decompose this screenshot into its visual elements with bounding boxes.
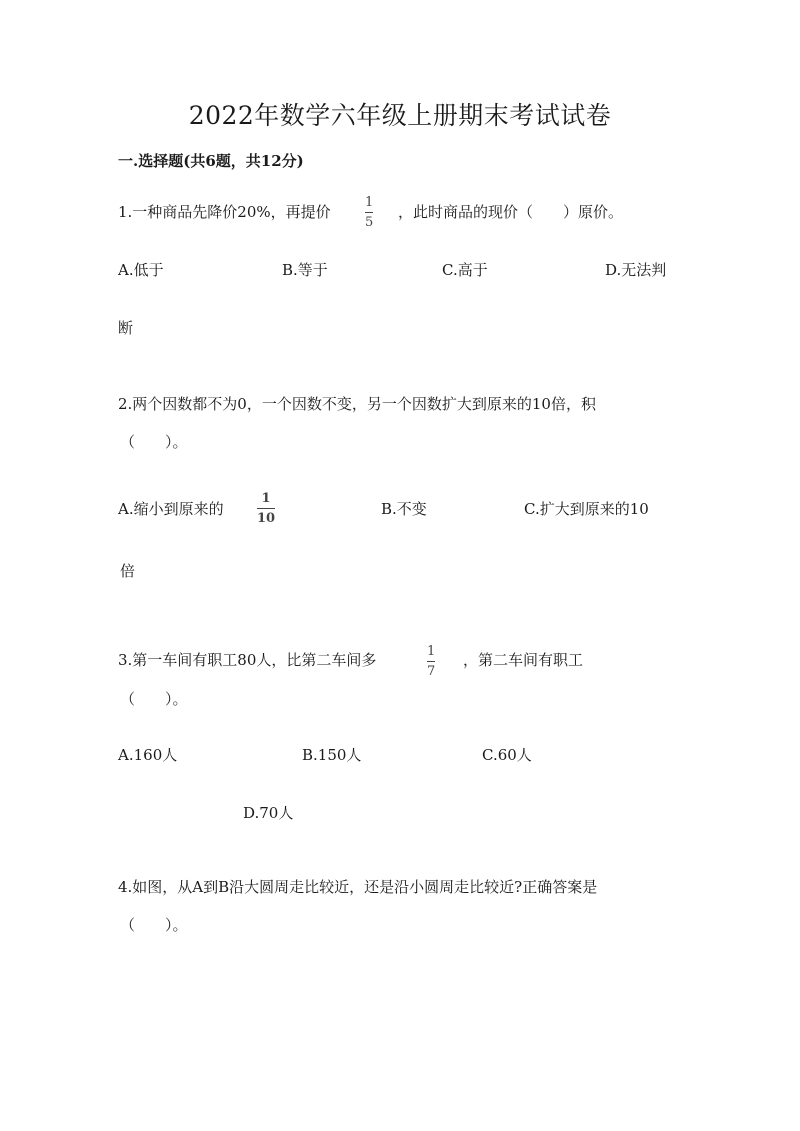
fraction-denominator: 7 <box>427 664 436 679</box>
question-4-stem-line-1: 4.如图，从A到B沿大圆周走比较近，还是沿小圆周走比较近?正确答案是 <box>118 878 598 896</box>
question-1-option-d-wrap: 断 <box>118 319 134 337</box>
question-3-stem-a: 3.第一车间有职工80人，比第二车间多 <box>118 651 377 669</box>
question-2-option-c[interactable]: C.扩大到原来的10 <box>524 500 649 518</box>
question-3-option-a[interactable]: A.160人 <box>118 746 178 764</box>
question-3-fraction <box>427 645 435 679</box>
question-2-option-a[interactable]: A.缩小到原来的 <box>118 500 224 518</box>
fraction-bar <box>427 661 435 662</box>
question-2-stem-line-1: 2.两个因数都不为0，一个因数不变，另一个因数扩大到原来的10倍，积 <box>118 395 596 413</box>
question-1-stem-b: ，此时商品的现价（ ）原价。 <box>398 203 624 221</box>
fraction-denominator: 5 <box>365 215 374 230</box>
fraction-bar <box>365 212 373 213</box>
fraction-numerator: 1 <box>365 195 374 210</box>
question-2-fraction <box>257 492 275 526</box>
question-1-option-c[interactable]: C.高于 <box>442 261 488 279</box>
question-3-option-c[interactable]: C.60人 <box>482 746 532 764</box>
question-2-stem-line-2: （ ）。 <box>120 433 188 451</box>
question-1-option-d[interactable]: D.无法判 <box>605 261 667 279</box>
section-heading: 一.选择题(共6题，共12分) <box>118 152 304 170</box>
question-2-option-c-wrap: 倍 <box>120 562 136 580</box>
fraction-numerator: 1 <box>261 491 271 506</box>
fraction-bar <box>257 508 275 509</box>
question-1-fraction <box>365 196 373 230</box>
question-3-option-b[interactable]: B.150人 <box>302 746 362 764</box>
question-3-stem-b: ，第二车间有职工 <box>463 651 584 669</box>
question-2-option-b[interactable]: B.不变 <box>381 500 427 518</box>
question-3-stem-line-2: （ ）。 <box>120 690 188 708</box>
fraction-denominator: 10 <box>257 511 276 526</box>
page-title: 2022年数学六年级上册期末考试试卷 <box>188 101 612 130</box>
question-3-option-d[interactable]: D.70人 <box>243 804 294 822</box>
question-4-stem-line-2: （ ）。 <box>120 916 188 934</box>
question-1-option-b[interactable]: B.等于 <box>282 261 328 279</box>
fraction-numerator: 1 <box>427 644 436 659</box>
question-1-stem-a: 1.一种商品先降价20%，再提价 <box>118 203 331 221</box>
question-1-option-a[interactable]: A.低于 <box>118 261 164 279</box>
